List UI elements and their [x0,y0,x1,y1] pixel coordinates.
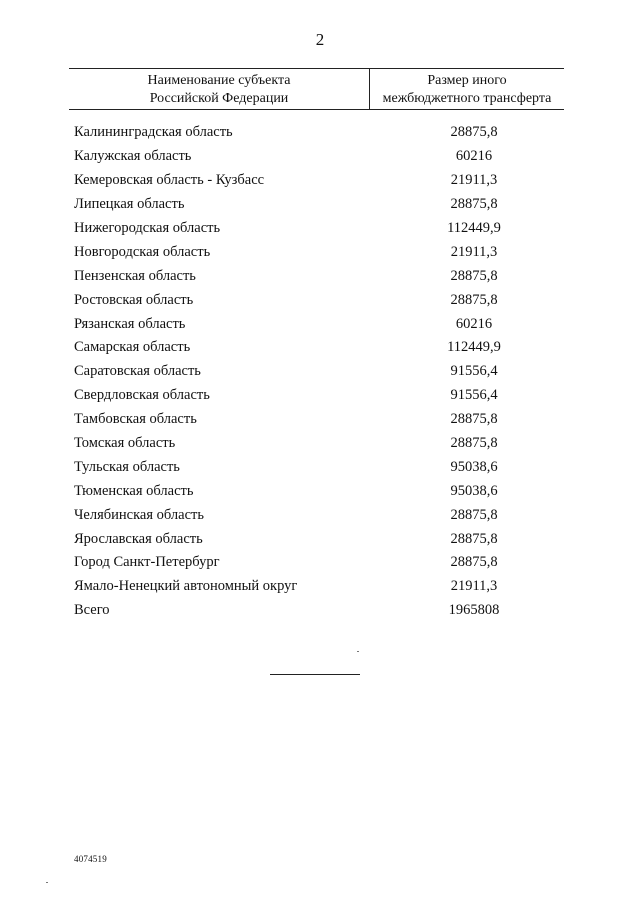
table-row [74,527,564,551]
transfer-amount: 112449,9 [447,339,501,356]
region-name: Ростовская область [74,291,194,308]
region-name: Тульская область [74,458,180,475]
scan-speck [357,651,359,652]
table-row [74,264,564,288]
header-transfer-amount-line1: Размер иного [427,73,507,88]
transfer-amount: 95038,6 [450,482,498,499]
region-name: Свердловская область [74,387,210,404]
region-name: Тюменская область [74,482,194,499]
header-region-name-line1: Наименование субъекта [147,73,291,88]
region-name: Липецкая область [74,196,185,213]
table-row [74,145,564,169]
table-row [74,312,564,336]
transfer-amount: 60216 [455,315,493,332]
region-name: Тамбовская область [74,411,197,428]
table-row [74,169,564,193]
transfer-amount: 28875,8 [450,506,498,523]
region-name: Всего [74,602,110,619]
region-name: Калининградская область [74,124,233,141]
transfer-amount: 60216 [455,148,493,165]
header-region-name-line2: Российской Федерации [149,91,289,106]
table-row [74,240,564,264]
region-name: Рязанская область [74,315,186,332]
transfer-amount: 28875,8 [450,124,498,141]
transfer-amount: 95038,6 [450,458,498,475]
table-row [74,575,564,599]
table-row [74,408,564,432]
table-row [74,455,564,479]
table-row [74,288,564,312]
table-row [74,432,564,456]
region-name: Самарская область [74,339,191,356]
header-region-name [69,69,370,109]
transfer-amount: 28875,8 [450,435,498,452]
region-name: Новгородская область [74,243,211,260]
transfer-amount: 28875,8 [450,267,498,284]
region-name: Нижегородская область [74,220,221,236]
transfer-amount: 21911,3 [450,243,498,260]
region-name: Ярославская область [74,530,203,547]
region-name: Город Санкт-Петербург [74,554,220,571]
transfer-amount: 112449,9 [447,220,501,236]
table-row [74,121,564,145]
scan-speck [46,882,48,883]
transfer-amount: 28875,8 [450,554,498,571]
region-name: Пензенская область [74,267,196,284]
region-name: Калужская область [74,148,192,165]
region-name: Кемеровская область - Кузбасс [74,172,265,189]
table-row [74,479,564,503]
page-number: 2 [315,30,325,49]
transfer-amount: 1965808 [448,602,500,619]
region-name: Ямало-Ненецкий автономный округ [74,578,298,595]
transfer-amount: 28875,8 [450,530,498,547]
table-row [74,384,564,408]
table-header [69,68,564,110]
document-number: 4074519 [74,854,107,864]
transfer-amount: 28875,8 [450,196,498,213]
table-row [74,360,564,384]
header-transfer-amount-line2: межбюджетного трансферта [382,91,552,106]
table-row [74,217,564,241]
table-row [74,551,564,575]
table-row [74,599,564,623]
table-body [74,121,564,623]
table-row [74,193,564,217]
transfer-amount: 28875,8 [450,411,498,428]
region-name: Томская область [74,435,176,452]
transfer-amount: 28875,8 [450,291,498,308]
table-row [74,503,564,527]
transfer-amount: 91556,4 [450,387,498,404]
region-name: Саратовская область [74,363,201,380]
region-name: Челябинская область [74,506,204,523]
transfer-amount: 21911,3 [450,578,498,595]
transfer-amount: 91556,4 [450,363,498,380]
closing-rule [270,674,360,675]
transfer-amount: 21911,3 [450,172,498,189]
header-transfer-amount [370,69,564,109]
table-row [74,336,564,360]
